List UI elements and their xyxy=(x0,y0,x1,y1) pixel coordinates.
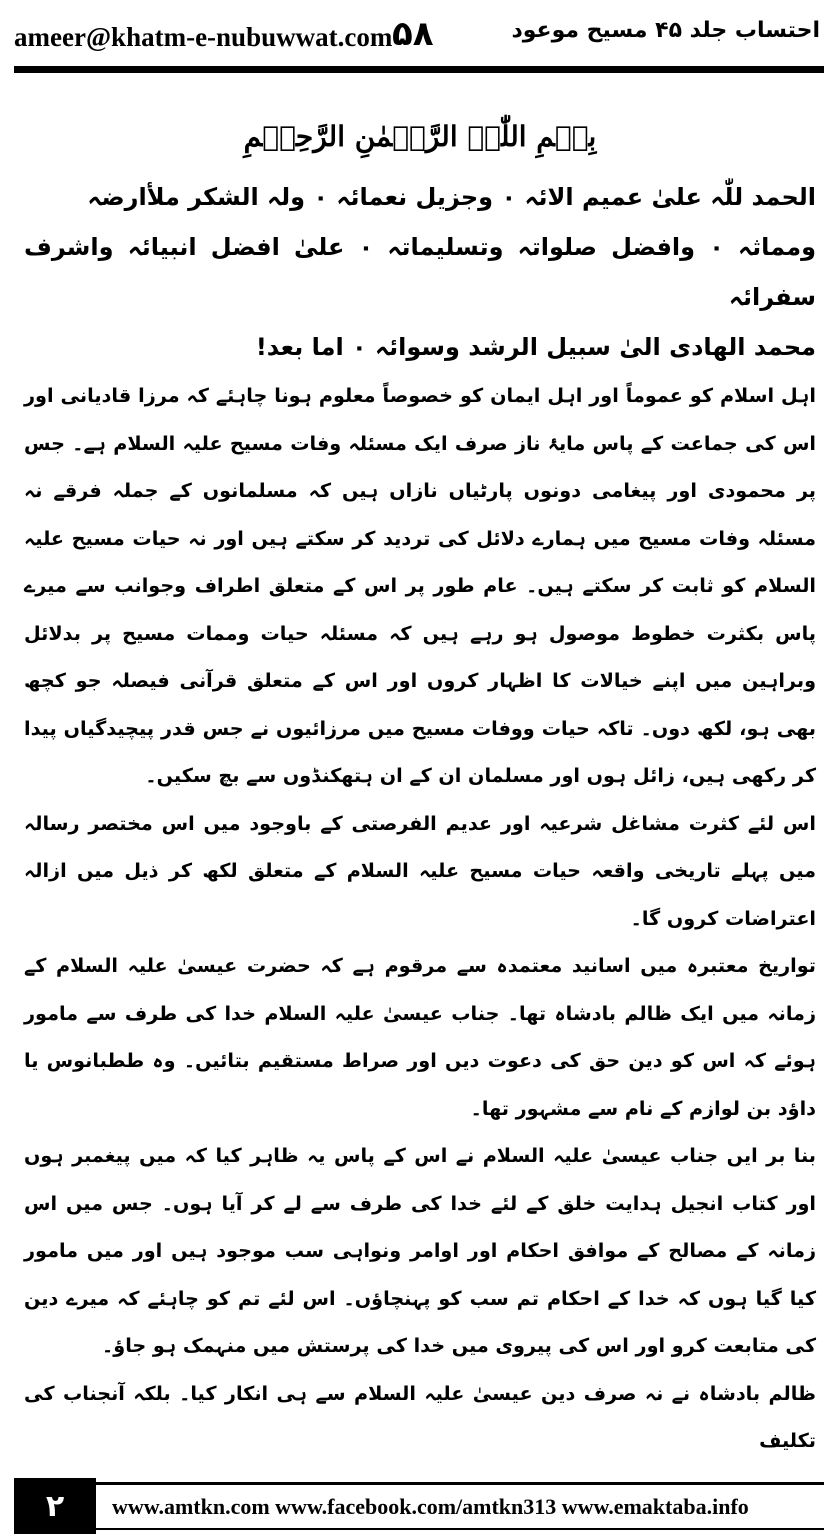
header-book-title: احتساب جلد ۴۵ مسیح موعود xyxy=(511,18,820,43)
page-header xyxy=(0,0,840,70)
footer-divider-bottom xyxy=(96,1528,824,1530)
footer-website-links[interactable]: www.amtkn.com www.facebook.com/amtkn313 www.emaktaba.info xyxy=(112,1494,749,1519)
bismillah-heading: بِسۡمِ اللّٰہِ الرَّحۡمٰنِ الرَّحِیۡمِ xyxy=(243,120,597,153)
header-page-number: ۵۸ xyxy=(392,14,434,54)
arabic-intro-line-2: ومماثہ ۰ وافضل صلواتہ وتسلیماتہ ۰ علیٰ افضل انبیائہ واشرف سفرائہ xyxy=(24,233,816,311)
footer-page-badge: ۲ xyxy=(14,1478,96,1534)
header-divider xyxy=(14,66,824,73)
paragraph-2: اس لئے کثرت مشاغل شرعیہ اور عدیم الفرصتی کے باوجود میں اس مختصر رسالہ میں پہلے تاریخی واقعہ حیات مسیح علیہ السلام کے متعلق لکھ کر ذیل میں ازالہ اعتراضات کروں گا۔ xyxy=(24,811,816,930)
page-body xyxy=(24,100,816,1465)
paragraph-4: بنا بر ایں جناب عیسیٰ علیہ السلام نے اس کے پاس یہ ظاہر کیا کہ میں پیغمبر ہوں اور کتاب انجیل ہدایت خلق کے لئے خدا کی طرف سے لے کر آیا ہوں۔ جس میں اس زمانہ کے مصالح کے موافق احکام اور اوامر ونواہی سب موجود ہیں اور میں مامور کیا گیا ہوں کہ خدا کے احکام تم سب کو پہنچاؤں۔ اس لئے تم کو چاہئے کہ میرے دین کی متابعت کرو اور اس کی پیروی میں خدا کی پرستش میں منہمک ہو جاؤ۔ xyxy=(24,1144,816,1357)
arabic-intro-line-1: الحمد للّٰہ علیٰ عمیم الائہ ۰ وجزیل نعمائہ ۰ ولہ الشکر ملأارضہ xyxy=(87,183,816,211)
header-email: ameer@khatm-e-nubuwwat.com xyxy=(14,22,393,52)
paragraph-5: ظالم بادشاہ نے نہ صرف دین عیسیٰ علیہ السلام سے ہی انکار کیا۔ بلکہ آنجناب کی تکلیف xyxy=(24,1381,816,1452)
paragraph-3: تواریخ معتبرہ میں اسانید معتمدہ سے مرقوم ہے کہ حضرت عیسیٰ علیہ السلام کے زمانہ میں ایک ظالم بادشاہ تھا۔ جناب عیسیٰ علیہ السلام خدا کی طرف سے مامور ہوئے کہ اس کو دین حق کی دعوت دیں اور صراط مستقیم بتائیں۔ وہ ططبانوس یا داؤد بن لوازم کے نام سے مشہور تھا۔ xyxy=(24,954,816,1120)
page-footer xyxy=(0,1478,840,1540)
footer-divider-top xyxy=(14,1482,824,1485)
paragraph-1: اہل اسلام کو عموماً اور اہل ایمان کو خصوصاً معلوم ہونا چاہئے کہ مرزا قادیانی اور اس کی جماعت کے پاس مایۂ ناز صرف ایک مسئلہ وفات مسیح علیہ السلام ہے۔ جس پر محمودی اور پیغامی دونوں پارٹیاں نازاں ہیں کہ مسلمانوں کے جملہ فرقے نہ مسئلہ وفات مسیح میں ہمارے دلائل کی تردید کر سکتے ہیں اور نہ حیات مسیح علیہ السلام کو ثابت کر سکتے ہیں۔ عام طور پر اس کے متعلق اطراف وجوانب سے میرے پاس بکثرت خطوط موصول ہو رہے ہیں کہ مسئلہ حیات وممات مسیح پر بدلائل وبراہین میں اپنے خیالات کا اظہار کروں اور اس کے متعلق قرآنی فیصلہ جو کچھ بھی ہو، لکھ دوں۔ تاکہ حیات ووفات مسیح میں مرزائیوں نے جس قدر پیچیدگیاں پیدا کر رکھی ہیں، زائل ہوں اور مسلمان ان کے ان ہتھکنڈوں سے بچ سکیں۔ xyxy=(24,384,816,787)
arabic-intro-line-3: محمد الهادی الیٰ سبیل الرشد وسوائہ ۰ اما بعد! xyxy=(255,333,816,361)
